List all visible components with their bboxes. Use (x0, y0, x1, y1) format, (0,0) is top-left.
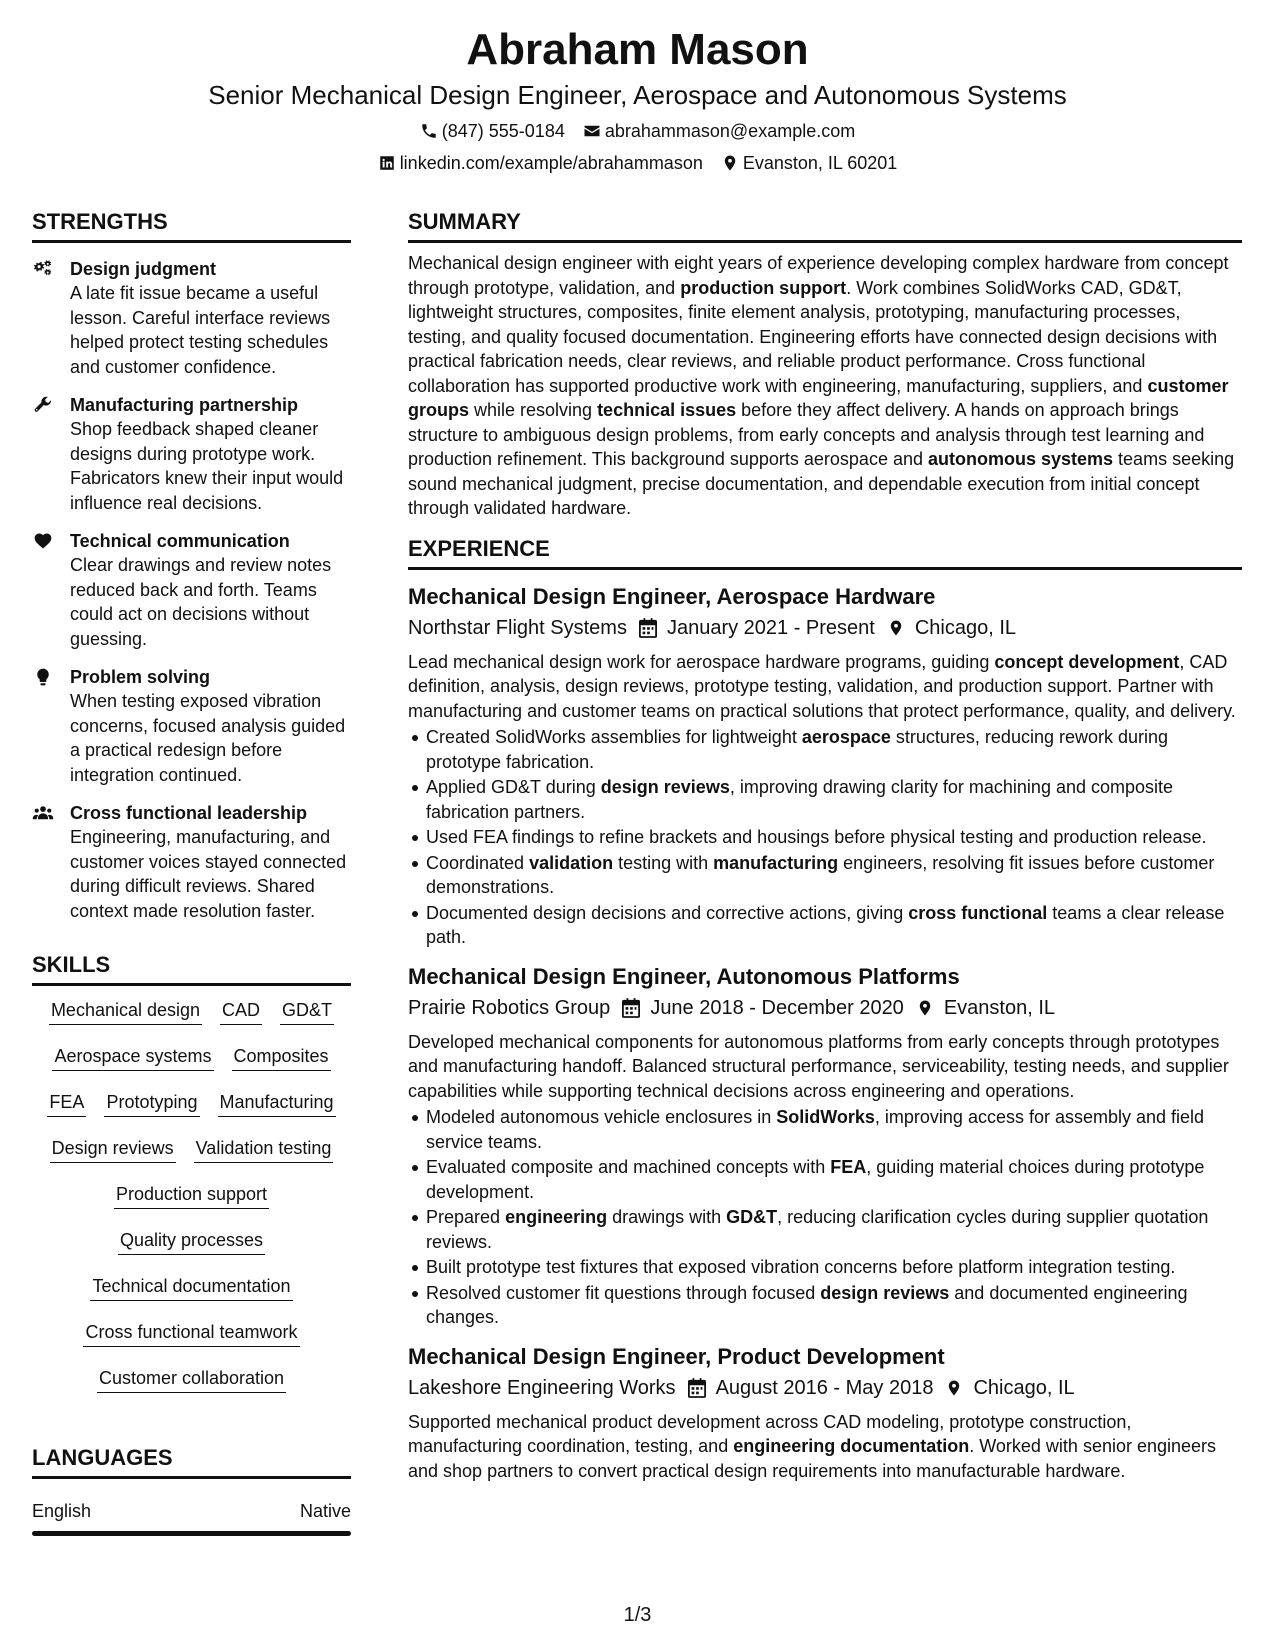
skills-heading: SKILLS (32, 951, 351, 986)
job-location: Chicago, IL (914, 616, 1017, 639)
strength-title: Manufacturing partnership (70, 395, 299, 415)
text-run: Documented design decisions and corrective actions, giving (426, 902, 909, 923)
text-run: before they affect delivery. A hands on approach brings structure to ambiguous design problems, from early concepts and analysis through test learning and production refinement. This background supports aerospace and (408, 400, 1205, 469)
strengths-section (32, 208, 351, 923)
text-run: Coordinated (426, 852, 530, 873)
right-column (408, 208, 1242, 1483)
strength-item (32, 257, 351, 379)
languages-section (32, 1444, 351, 1536)
text-run: Supported mechanical product development across CAD modeling, prototype construction, manufacturing coordination, testing, and (408, 1411, 1132, 1456)
summary-text (408, 251, 1242, 521)
job-location: Evanston, IL (943, 996, 1055, 1019)
linkedin-icon (378, 154, 396, 172)
text-run: teams a clear release path. (426, 902, 1225, 947)
job-meta (408, 1374, 1242, 1402)
heart-icon (32, 529, 70, 651)
candidate-name: Abraham Mason (466, 25, 809, 74)
text-run: Developed mechanical components for autonomous platforms from early concepts through prototypes and manufacturing handoff. Balanced structural performance, serviceability, testing needs, and supplier capabilities while supporting technical decisions across engineering and operations. (408, 1031, 1229, 1101)
strength-description: Engineering, manufacturing, and customer voices stayed connected during difficult reviews. Shared context made resolution faster. (70, 827, 347, 921)
job-company: Northstar Flight Systems (408, 616, 627, 639)
text-run: engineers, resolving fit issues before customer demonstrations. (426, 852, 1215, 897)
bold-phrase: design reviews (600, 777, 730, 797)
bold-phrase: SolidWorks (776, 1107, 875, 1127)
languages-heading: LANGUAGES (32, 1444, 351, 1479)
strength-item (32, 529, 351, 651)
map-pin-icon (721, 154, 739, 172)
summary-section (408, 208, 1242, 521)
calendar-icon (639, 618, 657, 638)
text-run: Created SolidWorks assemblies for lightweight (426, 727, 802, 747)
job-description (408, 650, 1242, 724)
job-title: Mechanical Design Engineer, Product Development (408, 1343, 945, 1369)
left-column (32, 208, 351, 1536)
job-entry (408, 962, 1242, 1330)
strength-title: Cross functional leadership (70, 803, 308, 823)
strengths-heading: STRENGTHS (32, 208, 351, 243)
job-bullet (408, 725, 1242, 774)
text-run: , improving drawing clarity for machining and composite fabrication partners. (426, 777, 1174, 822)
bold-phrase: design reviews (820, 1282, 950, 1303)
linkedin-text: linkedin.com/example/abrahammason (399, 153, 703, 173)
job-bullet (408, 1155, 1242, 1204)
text-run: Lead mechanical design work for aerospace hardware programs, guiding (408, 651, 995, 672)
skill-tag: Prototyping (104, 1090, 199, 1117)
map-pin-icon (916, 998, 934, 1018)
contact-location (721, 150, 897, 176)
skills-list (32, 998, 351, 1412)
text-run: . Work combines SolidWorks CAD, GD&T, lightweight structures, composites, finite element analysis, prototyping, manufacturing processes, testing, and quality focused documentation. Engineering efforts have connected design decisions with practical fabrication needs, clear reviews, and reliable product performance. Cross functional collaboration has supported productive work with engineering, manufacturing, suppliers, and (408, 277, 1218, 396)
text-run: Resolved customer fit questions through focused (426, 1282, 821, 1303)
strength-title: Design judgment (70, 259, 217, 279)
job-dates: June 2018 - December 2020 (650, 996, 904, 1019)
bold-phrase: GD&T (726, 1207, 778, 1227)
job-dates: August 2016 - May 2018 (715, 1376, 934, 1399)
text-run: testing with (613, 852, 714, 873)
job-entry (408, 1342, 1242, 1484)
skills-section (32, 951, 351, 1412)
text-run: Applied GD&T during (426, 777, 601, 797)
calendar-icon (688, 1378, 706, 1398)
skill-tag: Aerospace systems (52, 1044, 213, 1071)
bold-phrase: manufacturing (713, 852, 839, 873)
job-bullet (408, 1281, 1242, 1330)
text-run: while resolving (469, 400, 598, 420)
skill-tag: Cross functional teamwork (83, 1320, 299, 1347)
phone-icon (420, 122, 438, 140)
job-meta (408, 994, 1242, 1022)
text-run: Prepared (426, 1207, 506, 1227)
job-bullet (408, 851, 1242, 900)
users-icon (32, 801, 70, 923)
bold-phrase: engineering documentation (733, 1436, 970, 1456)
page-number: 1/3 (623, 1604, 652, 1626)
bold-phrase: cross functional (908, 902, 1048, 923)
email-text: abrahammason@example.com (604, 121, 856, 141)
candidate-headline: Senior Mechanical Design Engineer, Aerospace and Autonomous Systems (208, 80, 1067, 110)
job-dates: January 2021 - Present (666, 616, 875, 639)
skill-tag: Manufacturing (218, 1090, 336, 1117)
text-run: Modeled autonomous vehicle enclosures in (426, 1107, 777, 1127)
strength-description: When testing exposed vibration concerns, focused analysis guided a practical redesign before integration continued. (70, 691, 346, 785)
text-run: Evaluated composite and machined concepts with (426, 1157, 831, 1177)
bold-phrase: engineering (505, 1207, 608, 1227)
skill-tag: FEA (47, 1090, 86, 1117)
calendar-icon (622, 998, 640, 1018)
bold-phrase: aerospace (801, 727, 891, 747)
location-text: Evanston, IL 60201 (742, 153, 898, 173)
text-run: , CAD definition, analysis, design reviews, prototype testing, validation, and production support. Partner with manufacturing and customer teams on practical solutions that protect performance, quality, and delivery. (408, 651, 1236, 721)
experience-section (408, 535, 1242, 1484)
map-pin-icon (945, 1378, 963, 1398)
skill-tag: Design reviews (50, 1136, 176, 1163)
job-bullet (408, 1205, 1242, 1254)
job-company: Lakeshore Engineering Works (408, 1376, 676, 1399)
skill-tag: Mechanical design (49, 998, 202, 1025)
skill-tag: Customer collaboration (97, 1366, 286, 1393)
skill-tag: Technical documentation (90, 1274, 292, 1301)
job-location: Chicago, IL (973, 1376, 1075, 1399)
strength-item (32, 393, 351, 515)
language-level: Native (299, 1501, 351, 1521)
bold-phrase: technical issues (597, 400, 737, 420)
language-name: English (32, 1501, 92, 1521)
contact-linkedin[interactable] (378, 150, 703, 176)
bold-phrase: production support (680, 277, 847, 298)
bold-phrase: customer groups (408, 375, 1229, 420)
contact-row-2 (0, 150, 1275, 176)
job-title: Mechanical Design Engineer, Aerospace Hardware (408, 583, 936, 609)
text-run: teams seeking sound mechanical judgment, precise documentation, and dependable execution from initial concept through validated hardware. (408, 449, 1235, 518)
skill-tag: Quality processes (118, 1228, 265, 1255)
bold-phrase: concept development (994, 651, 1180, 672)
text-run: , improving access for assembly and field service teams. (426, 1107, 1205, 1152)
text-run: Built prototype test fixtures that exposed vibration concerns before platform integration testing. (426, 1257, 1176, 1277)
bold-phrase: autonomous systems (928, 449, 1114, 469)
contact-email[interactable] (583, 118, 855, 144)
strength-title: Problem solving (70, 667, 211, 687)
map-pin-icon (887, 618, 905, 638)
job-bullets (408, 725, 1242, 950)
text-run: Mechanical design engineer with eight years of experience developing complex hardware from concept through prototype, validation, and (408, 253, 1229, 298)
contact-row-1 (0, 118, 1275, 144)
strength-description: Shop feedback shaped cleaner designs during prototype work. Fabricators knew their input would influence real decisions. (70, 419, 344, 513)
contact-phone[interactable] (420, 118, 565, 144)
strength-description: Clear drawings and review notes reduced back and forth. Teams could act on decisions without guessing. (70, 555, 332, 649)
job-bullet (408, 901, 1242, 950)
resume-header (0, 24, 1275, 176)
job-bullet (408, 1255, 1242, 1280)
job-bullet (408, 825, 1242, 850)
job-entry (408, 582, 1242, 950)
skill-tag: GD&T (280, 998, 334, 1025)
envelope-icon (583, 122, 601, 140)
job-meta (408, 614, 1242, 642)
text-run: drawings with (607, 1207, 727, 1227)
job-description (408, 1410, 1242, 1484)
phone-text: (847) 555-0184 (441, 121, 565, 141)
bold-phrase: FEA (830, 1157, 867, 1177)
gears-icon (32, 257, 70, 379)
job-company: Prairie Robotics Group (408, 996, 611, 1019)
language-row (32, 1499, 351, 1523)
text-run: and documented engineering changes. (426, 1282, 1188, 1327)
text-run: , reducing clarification cycles during supplier quotation reviews. (426, 1207, 1209, 1252)
lightbulb-icon (32, 665, 70, 787)
job-bullets (408, 1105, 1242, 1330)
summary-heading: SUMMARY (408, 208, 1242, 243)
language-proficiency-bar (32, 1531, 351, 1536)
wrench-icon (32, 393, 70, 515)
job-bullet (408, 1105, 1242, 1154)
strength-description: A late fit issue became a useful lesson. Careful interface reviews helped protect testing schedules and customer confidence. (70, 283, 331, 377)
skill-tag: CAD (220, 998, 262, 1025)
text-run: , guiding material choices during prototype development. (426, 1157, 1205, 1202)
skill-tag: Production support (114, 1182, 269, 1209)
experience-heading: EXPERIENCE (408, 535, 1242, 570)
bold-phrase: validation (529, 852, 614, 873)
text-run: structures, reducing rework during prototype fabrication. (426, 727, 1169, 772)
job-description (408, 1030, 1242, 1104)
strength-item (32, 665, 351, 787)
strength-title: Technical communication (70, 531, 290, 551)
skill-tag: Composites (232, 1044, 331, 1071)
text-run: Used FEA findings to refine brackets and housings before physical testing and production release. (426, 827, 1207, 847)
job-bullet (408, 775, 1242, 824)
text-run: . Worked with senior engineers and shop partners to convert practical design requirements into manufacturable hardware. (408, 1436, 1217, 1481)
strength-item (32, 801, 351, 923)
skill-tag: Validation testing (194, 1136, 334, 1163)
job-title: Mechanical Design Engineer, Autonomous Platforms (408, 963, 960, 989)
